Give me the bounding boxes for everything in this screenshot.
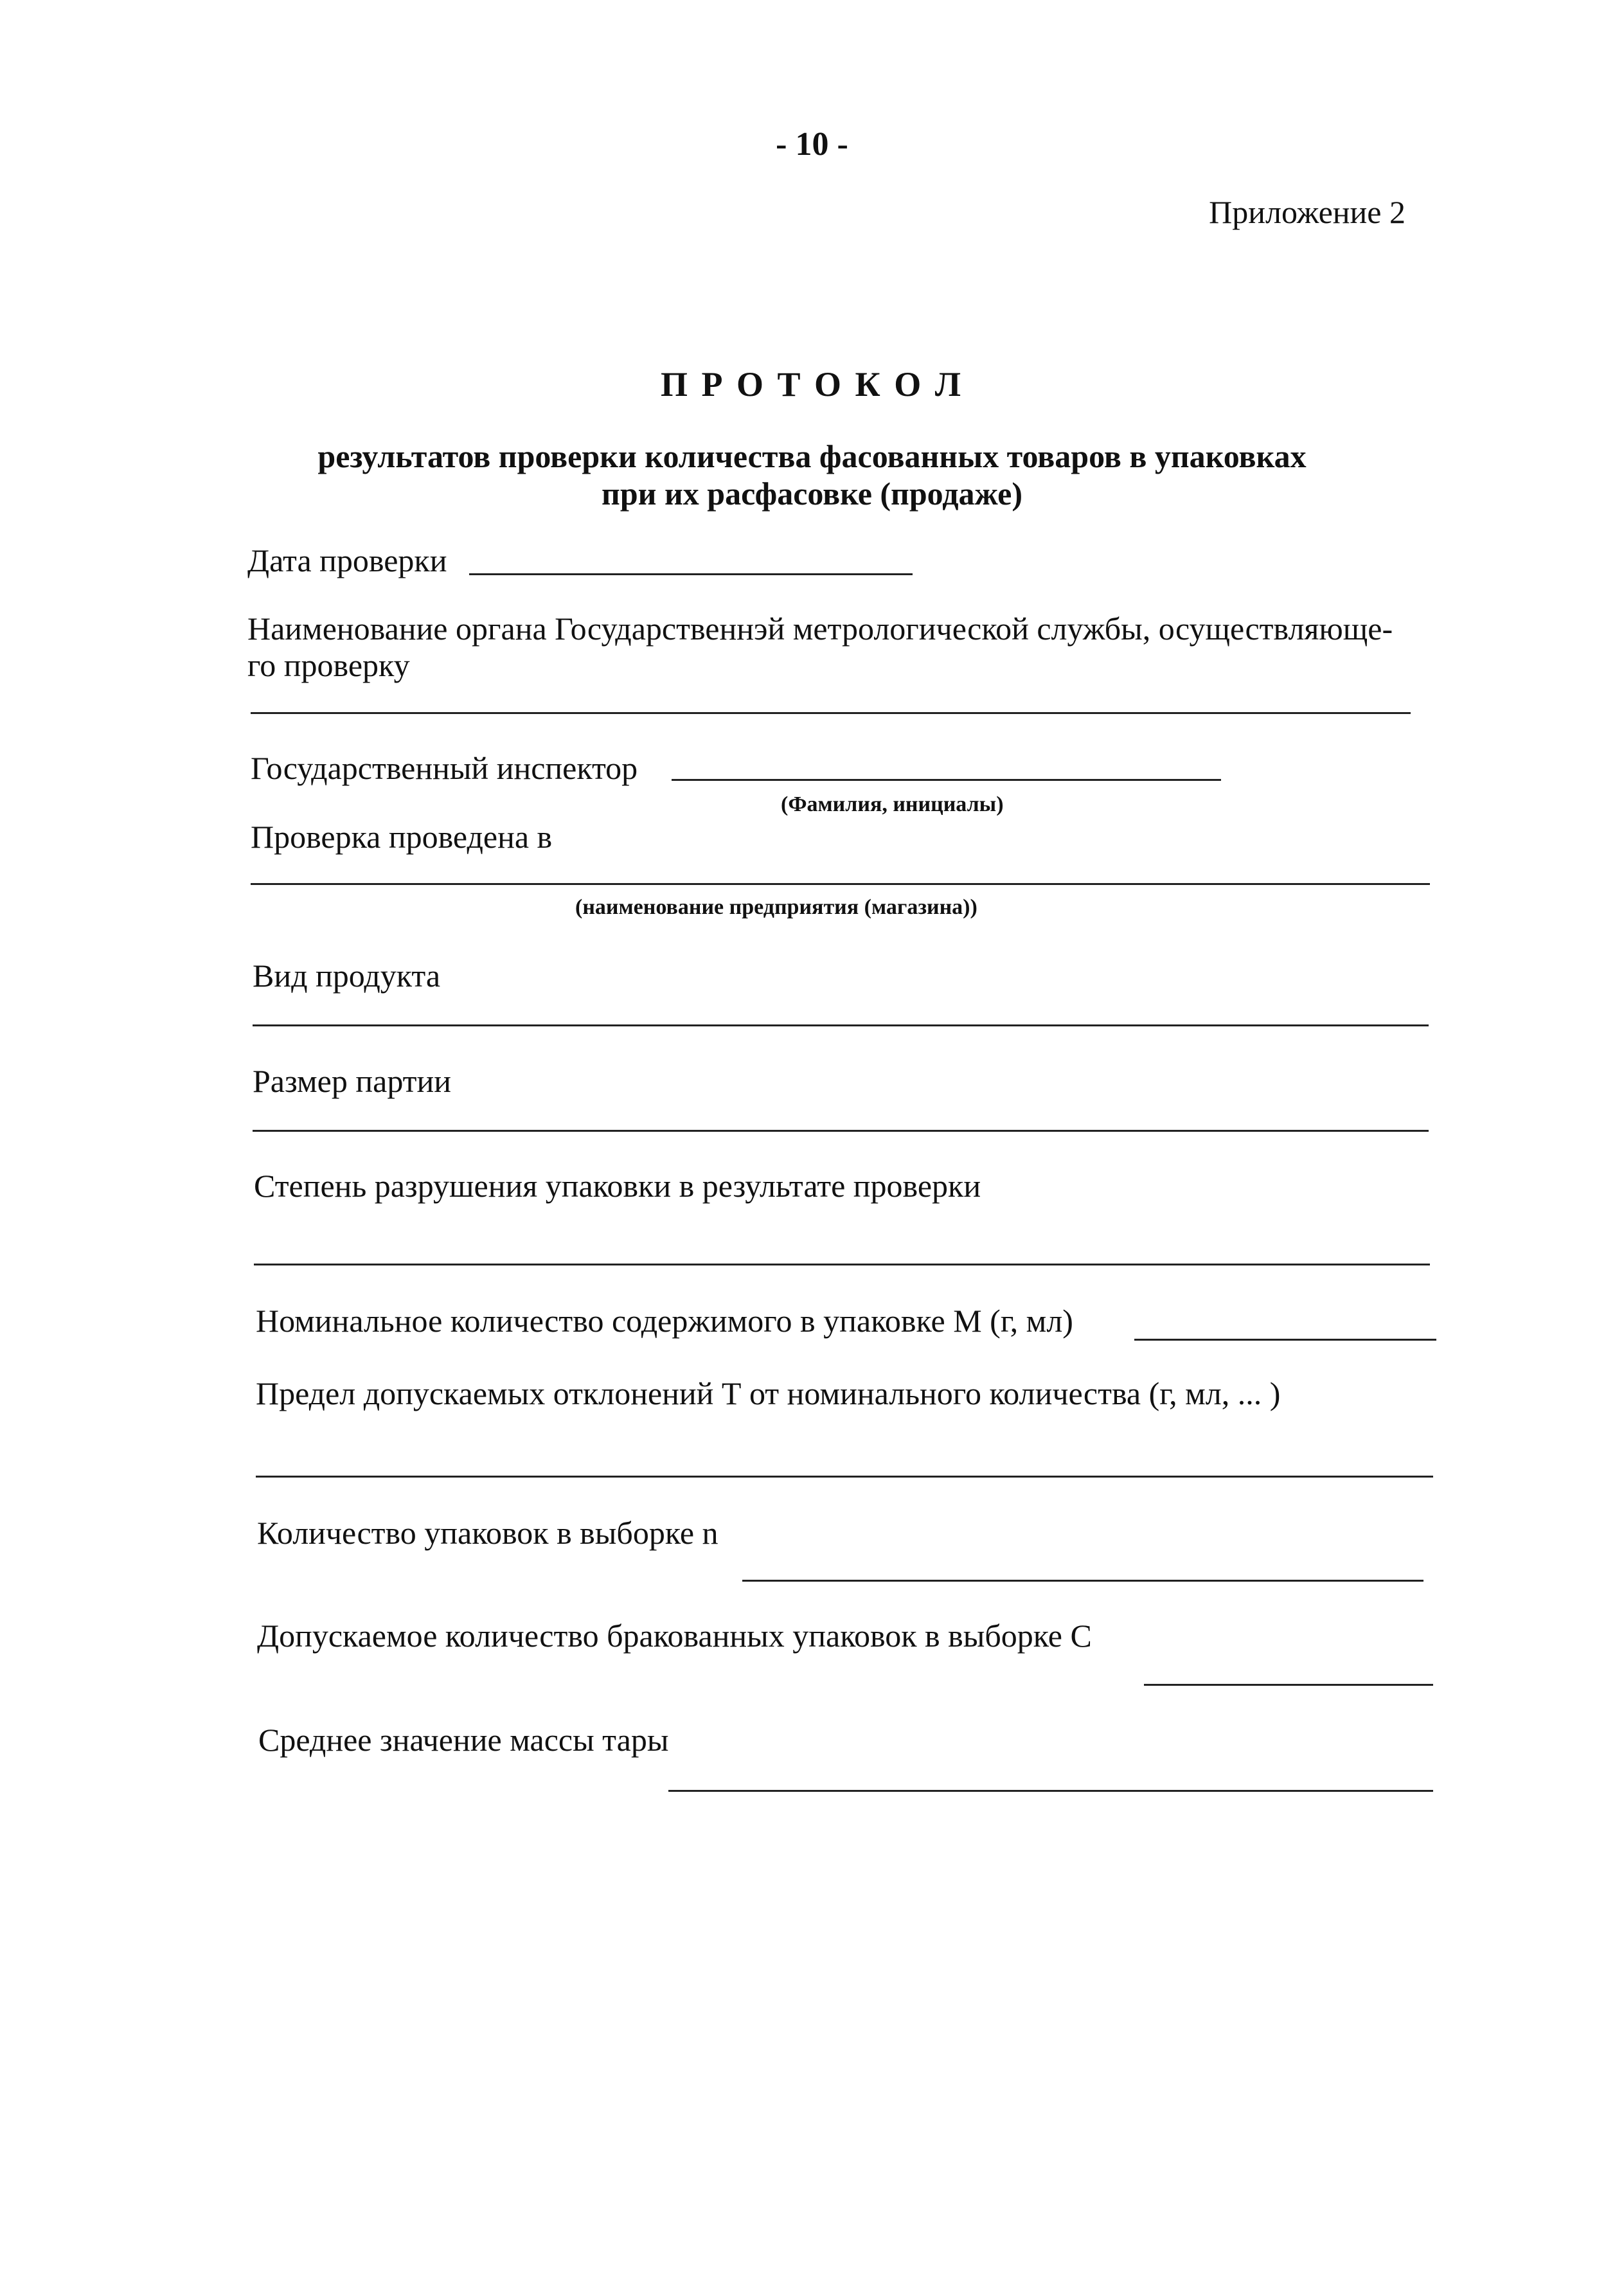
tolerance-label: Предел допускаемых отклонений Т от номинального количества (г, мл, ... ) [256,1375,1281,1411]
date-label: Дата проверки [247,542,447,578]
sample-input-line[interactable] [742,1580,1423,1582]
page-number: - 10 - [776,126,848,163]
damage-label: Степень разрушения упаковки в результате проверки [254,1168,981,1204]
org-label-line-1: Наименование органа Государственнэй метрологической службы, осуществляюще- [247,611,1393,647]
product-input-line[interactable] [253,1024,1429,1026]
damage-input-line[interactable] [254,1264,1430,1265]
product-label: Вид продукта [253,958,441,994]
sample-label: Количество упаковок в выборке n [257,1515,718,1551]
document-title: П Р О Т О К О Л [661,365,963,404]
inspector-caption: (Фамилия, инициалы) [781,792,1004,816]
lot-input-line[interactable] [253,1130,1429,1132]
lot-label: Размер партии [253,1063,452,1099]
tolerance-input-line[interactable] [256,1476,1433,1478]
tare-input-line[interactable] [668,1790,1433,1792]
defect-input-line[interactable] [1144,1684,1433,1686]
subtitle-line-1: результатов проверки количества фасованных товаров в упаковках [317,438,1307,474]
nominal-label: Номинальное количество содержимого в упаковке М (г, мл) [256,1303,1073,1339]
inspector-label: Государственный инспектор [251,750,638,786]
place-label: Проверка проведена в [251,819,553,855]
tare-label: Среднее значение массы тары [258,1722,669,1758]
date-input-line[interactable] [469,573,913,575]
defect-label: Допускаемое количество бракованных упаковок в выборке С [257,1618,1092,1654]
org-label-line-2: го проверку [247,647,410,683]
place-input-line[interactable] [251,883,1430,885]
appendix-label: Приложение 2 [1209,194,1405,230]
nominal-input-line[interactable] [1134,1339,1436,1341]
inspector-input-line[interactable] [672,779,1221,781]
subtitle-line-2: при их расфасовке (продаже) [602,476,1022,512]
place-caption: (наименование предприятия (магазина)) [575,895,977,919]
org-input-line[interactable] [251,712,1411,714]
